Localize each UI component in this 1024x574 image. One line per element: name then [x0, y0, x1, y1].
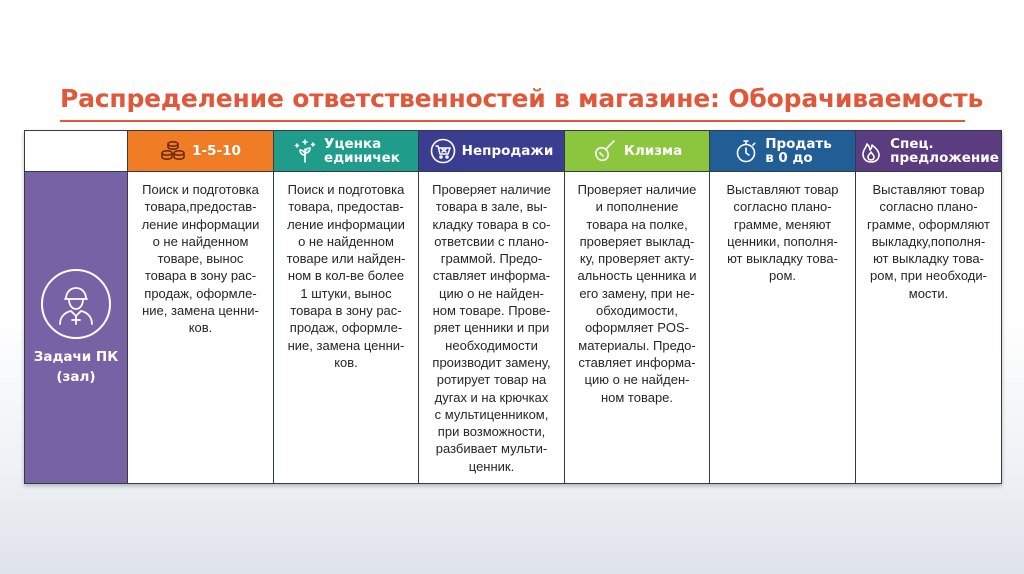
row-header-staff-tasks: [25, 172, 128, 484]
cell-text: Выставляют товар согласно плано- грамме, меняют ценники, пополня- ют выкладку това- ром.: [726, 182, 839, 284]
table-cell: [856, 172, 1002, 484]
row-header-label: Задачи ПК (зал): [33, 348, 119, 385]
cell-text: Выставляют товар согласно плано- грамме, оформляют выкладку,пополня- ют выкладку това- ром, при необходи- мости.: [867, 182, 990, 301]
cell-text: Поиск и подготовка товара, предостав- ление информации о не найденном товаре или найден- ном в кол-ве более 1 штуки, вынос товара в зону рас- продаж, оформле- ние, замена ценни- ков.: [286, 182, 406, 370]
table-cell: [419, 172, 565, 484]
table-corner-cell: [25, 131, 128, 172]
employee-avatar: [41, 269, 111, 339]
column-header-label: Уценка единичек: [324, 136, 400, 166]
stopwatch-icon: [733, 138, 759, 164]
column-header-1-5-10: [128, 131, 274, 172]
coins-icon: [160, 138, 186, 164]
table-cell: [710, 172, 856, 484]
column-header-no-sales: [419, 131, 565, 172]
sparkle-leaf-icon: [292, 138, 318, 164]
page-title: Распределение ответственностей в магазине: Оборачиваемость: [60, 84, 984, 113]
title-underline: [60, 120, 965, 122]
flame-tag-icon: [858, 138, 884, 164]
column-header-enema: [565, 131, 710, 172]
column-header-label: 1-5-10: [192, 143, 241, 159]
cell-text: Поиск и подготовка товара,предостав- ление информации о не найденном товаре, вынос товара в зону рас- продаж, оформле- ние, замена ценни- ков.: [141, 182, 260, 336]
employee-icon: [55, 282, 97, 326]
column-header-label: Непродажи: [461, 143, 554, 159]
table-cell: [274, 172, 419, 484]
column-header-label: Клизма: [623, 143, 683, 159]
cell-text: Проверяет наличие и пополнение товара на полке, проверяет выклад- ку, проверяет акту- альность ценника и его замену, при не- обходимости, оформляет POS- материалы. Предо- ставляет информа- цию о не найден- ном товаре.: [577, 182, 697, 405]
column-header-special-offer: [856, 131, 1002, 172]
column-header-label: Спец. предложение: [890, 136, 999, 166]
column-header-sell-to-zero: [710, 131, 856, 172]
cart-no-sale-icon: [430, 138, 456, 164]
responsibility-table: [24, 130, 1002, 484]
cell-text: Проверяет наличие товара в зале, вы- кладку товара в со- ответсвии с плано- граммой. Предо- ставляет информа- цию о не найден- ном товаре. Прове- ряет ценники и при необходимости производит замену, ротирует товар на дугах и на крючках с мультиценником, при возможности, разбивает мульти- ценник.: [432, 182, 551, 474]
column-header-label: Продать в 0 до: [765, 136, 832, 166]
table-cell: [565, 172, 710, 484]
table-cell: [128, 172, 274, 484]
bulb-syringe-icon: [592, 138, 618, 164]
column-header-markdown-singles: [274, 131, 419, 172]
